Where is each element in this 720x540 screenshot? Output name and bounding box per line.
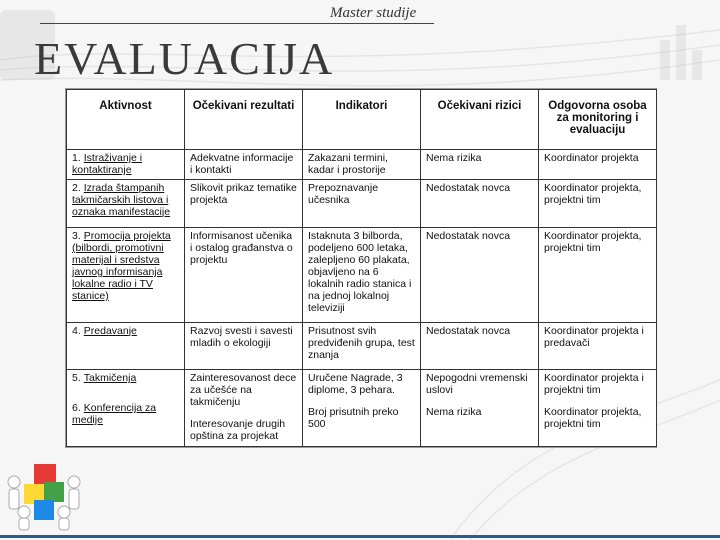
evaluation-table-container	[65, 88, 657, 448]
expected-result-cell-text: Interesovanje drugih opština za projekat	[190, 417, 286, 442]
table-row	[67, 150, 657, 180]
indicator-cell-text: Uručene Nagrade, 3 diplome, 3 pehara.	[308, 371, 403, 396]
indicator-cell	[303, 150, 421, 180]
responsible-cell	[539, 150, 657, 180]
activity-item	[72, 230, 179, 302]
responsible-cell	[539, 228, 657, 323]
activity-number: 2.	[72, 181, 81, 194]
slide-title: EVALUACIJA	[34, 33, 335, 84]
activity-cell	[67, 228, 185, 323]
activity-cell	[67, 179, 185, 227]
slide-subtitle: Master studije	[330, 5, 417, 21]
activity-label: Izrada štampanih takmičarskih listova i oznaka manifestacije	[72, 181, 171, 218]
responsible-cell-text: Koordinator projekta, projektni tim	[544, 405, 642, 430]
expected-result-cell-text: Informisanost učenika i ostalog građanstva o projektu	[190, 230, 293, 267]
activity-number: 6.	[72, 401, 81, 414]
table-row	[67, 369, 657, 446]
activity-number: 3.	[72, 230, 81, 243]
risk-cell-text: Nedostatak novca	[426, 181, 511, 194]
bottom-accent-bar	[0, 535, 720, 538]
column-header: Očekivani rizici	[421, 90, 539, 150]
risk-cell	[421, 322, 539, 369]
risk-cell-text: Nedostatak novca	[426, 230, 511, 243]
responsible-cell-text: Koordinator projekta i projektni tim	[544, 371, 644, 396]
table-header-row	[67, 90, 657, 150]
activity-label: Takmičenja	[83, 371, 137, 384]
indicator-cell-text: Zakazani termini, kadar i prostorije	[308, 152, 388, 176]
table-row	[67, 322, 657, 369]
activity-number: 5.	[72, 371, 81, 384]
table-body	[67, 150, 657, 447]
activity-label: Predavanje	[83, 324, 137, 337]
responsible-cell	[539, 322, 657, 369]
expected-result-cell	[185, 369, 303, 446]
column-header: Odgovorna osoba za monitoring i evaluaciju	[539, 90, 657, 150]
risk-cell	[421, 228, 539, 323]
expected-result-cell-text: Razvoj svesti i savesti mladih o ekologiji	[190, 324, 293, 349]
risk-cell	[421, 179, 539, 227]
responsible-cell-text: Koordinator projekta i predavači	[544, 324, 644, 349]
indicator-cell-text: Broj prisutnih preko 500	[308, 405, 399, 430]
table-row	[67, 228, 657, 323]
activity-item	[72, 325, 179, 337]
expected-result-cell-text: Zainteresovanost dece za učešće na takmičenju	[190, 371, 297, 408]
header-rule	[40, 23, 434, 24]
responsible-cell	[539, 179, 657, 227]
indicator-cell	[303, 322, 421, 369]
activity-item	[72, 152, 179, 176]
responsible-cell-text: Koordinator projekta, projektni tim	[544, 181, 642, 206]
activity-label: Konferencija za medije	[72, 401, 157, 426]
risk-cell	[421, 369, 539, 446]
risk-cell-text: Nedostatak novca	[426, 324, 511, 337]
activity-label: Istraživanje i kontaktiranje	[72, 152, 143, 176]
responsible-cell-text: Koordinator projekta, projektni tim	[544, 230, 642, 255]
team-puzzle-illustration	[4, 460, 86, 532]
expected-result-cell	[185, 322, 303, 369]
activity-item	[72, 402, 179, 426]
responsible-cell-text: Koordinator projekta	[544, 152, 639, 164]
activity-number: 1.	[72, 152, 81, 164]
indicator-cell-text: Prepoznavanje učesnika	[308, 181, 379, 206]
activity-item	[72, 372, 179, 384]
column-header: Aktivnost	[67, 90, 185, 150]
activity-cell	[67, 369, 185, 446]
activity-cell	[67, 150, 185, 180]
indicator-cell	[303, 369, 421, 446]
indicator-cell	[303, 228, 421, 323]
table-row	[67, 179, 657, 227]
indicator-cell	[303, 179, 421, 227]
expected-result-cell	[185, 228, 303, 323]
evaluation-table	[66, 89, 657, 447]
expected-result-cell	[185, 179, 303, 227]
risk-cell-text: Nema rizika	[426, 152, 482, 164]
activity-item	[72, 182, 179, 218]
risk-cell-text: Nema rizika	[426, 405, 482, 418]
risk-cell-text: Nepogodni vremenski uslovi	[426, 371, 528, 396]
indicator-cell-text: Istaknuta 3 bilborda, podeljeno 600 letaka, zalepljeno 60 plakata, objavljeno na 6 lokalnih radio stanica i na jednoj lokalnoj televiziji	[308, 230, 412, 315]
risk-cell	[421, 150, 539, 180]
column-header: Očekivani rezultati	[185, 90, 303, 150]
activity-cell	[67, 322, 185, 369]
expected-result-cell-text: Adekvatne informacije i kontakti	[190, 152, 294, 176]
activity-number: 4.	[72, 324, 81, 337]
indicator-cell-text: Prisutnost svih predviđenih grupa, test znanja	[308, 324, 415, 361]
expected-result-cell	[185, 150, 303, 180]
column-header: Indikatori	[303, 90, 421, 150]
expected-result-cell-text: Slikovit prikaz tematike projekta	[190, 181, 297, 206]
responsible-cell	[539, 369, 657, 446]
activity-label: Promocija projekta (bilbordi, promotivni materijal i sredstva javnog informisanja lokalne radio i TV stanice)	[72, 230, 171, 303]
